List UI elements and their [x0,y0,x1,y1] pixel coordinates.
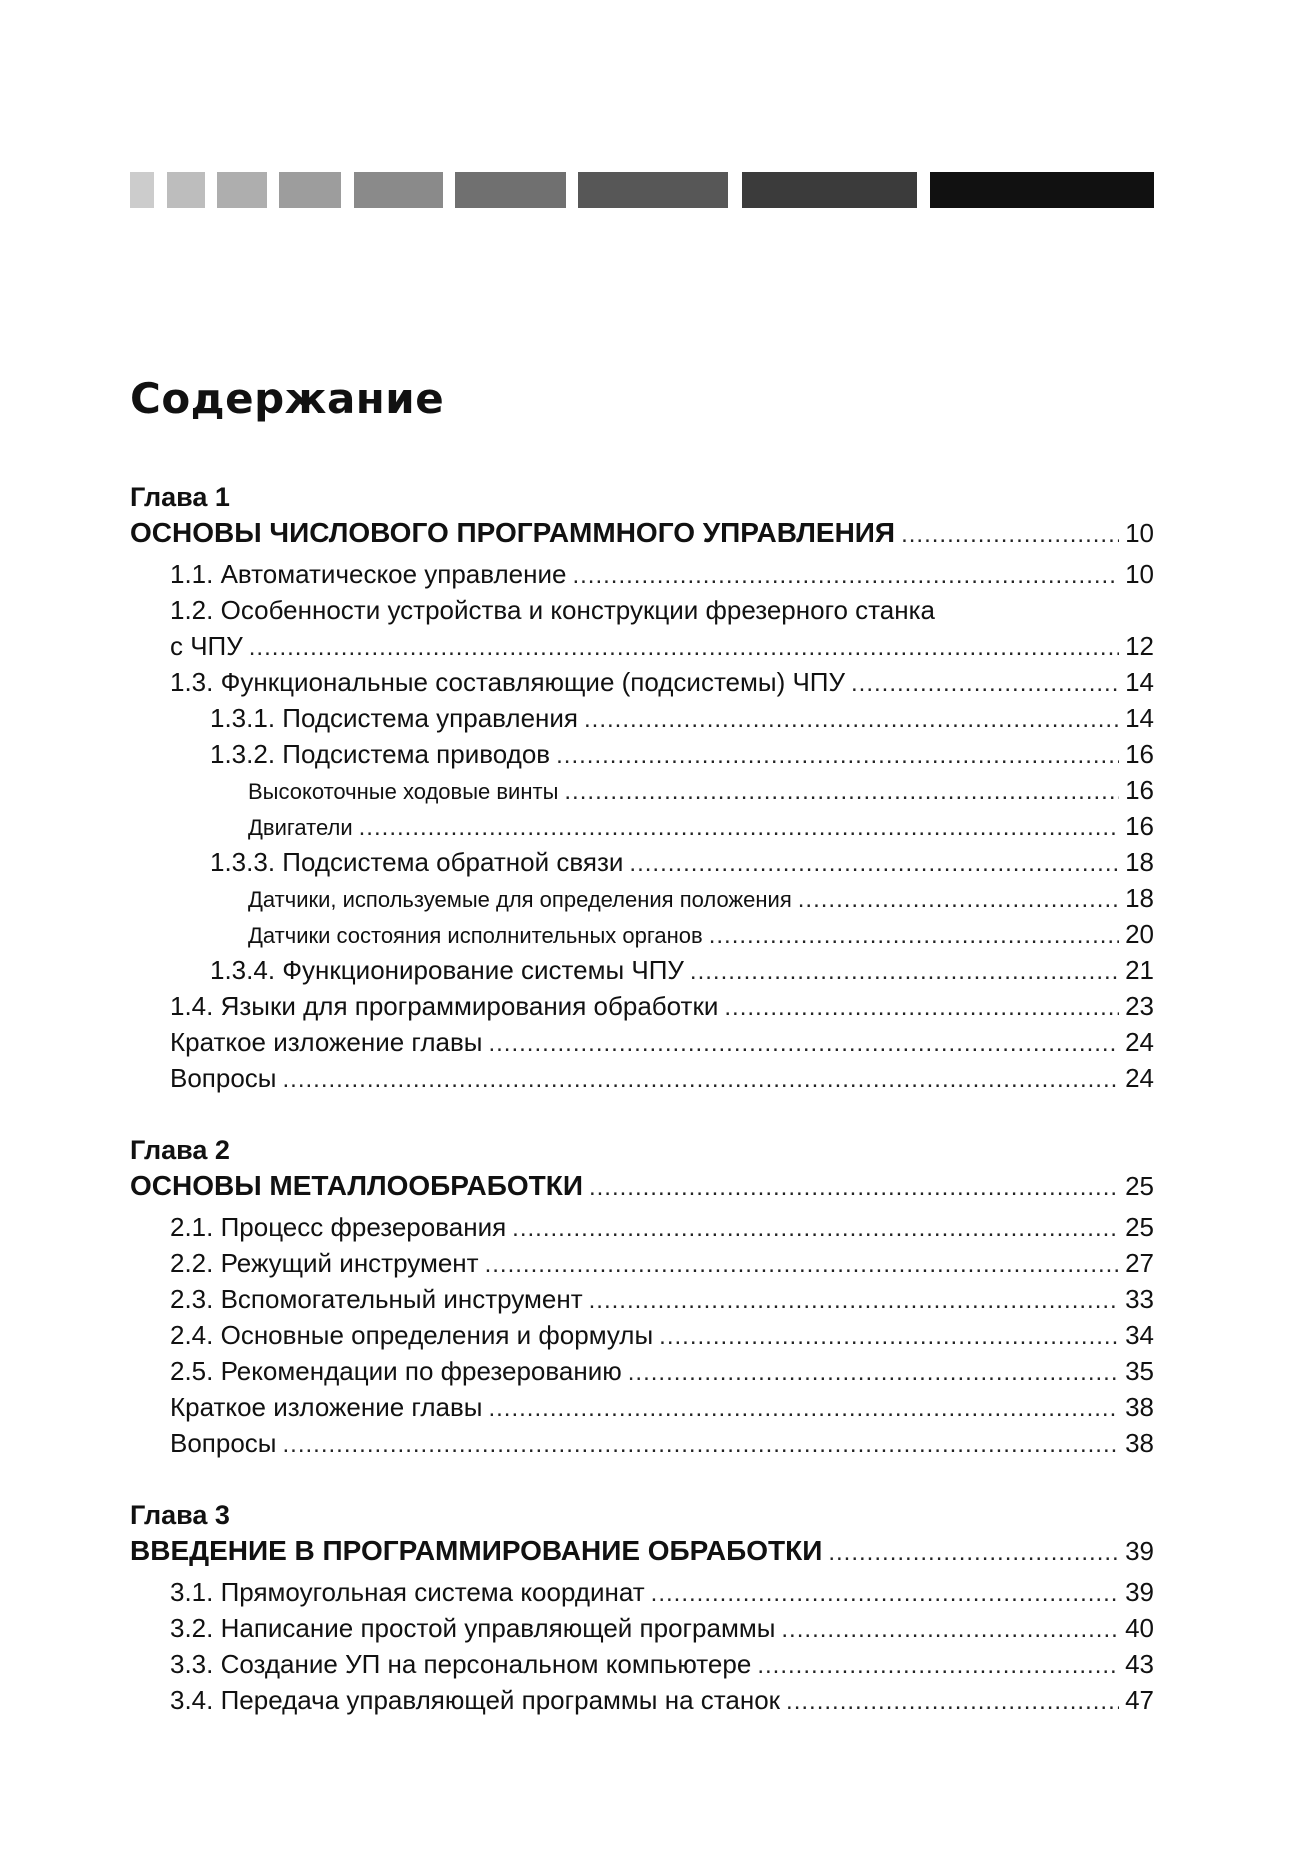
entry-text: 3.3. Создание УП на персональном компьютере [170,1649,752,1679]
page-number: 34 [1125,1320,1154,1350]
entry-text: 2.3. Вспомогательный инструмент [170,1284,583,1314]
entry-text: 1.3.3. Подсистема обратной связи [210,847,624,877]
chapter-title-row[interactable] [130,1167,1154,1205]
toc-entry-2-1[interactable] [130,1209,1154,1245]
dot-leader [556,738,1119,774]
dot-leader [781,1612,1119,1648]
entry-text: Двигатели [248,815,353,840]
dot-leader [629,846,1119,882]
toc-entry-2-5[interactable] [130,1353,1154,1389]
dot-leader [572,558,1119,594]
chapter-label: Глава 3 [130,1500,230,1530]
dot-leader [690,954,1119,990]
toc-entry-1-3[interactable] [130,664,1154,700]
toc-entry-2-questions[interactable] [130,1425,1154,1461]
dot-leader [589,1283,1119,1319]
page-number: 38 [1125,1392,1154,1422]
toc-entry-1-summary[interactable] [130,1024,1154,1060]
bar-segment-2 [167,172,205,208]
dot-leader [283,1427,1120,1463]
page-number: 25 [1125,1171,1154,1201]
toc-entry-motors[interactable] [130,808,1154,844]
dot-leader [757,1648,1119,1684]
chapter-title: ОСНОВЫ ЧИСЛОВОГО ПРОГРАММНОГО УПРАВЛЕНИЯ [130,517,896,548]
page-title: Содержание [130,374,445,423]
toc-entry-2-2[interactable] [130,1245,1154,1281]
dot-leader [359,810,1119,846]
dot-leader [798,882,1119,918]
entry-text: Вопросы [170,1428,277,1458]
toc-entry-1-3-2[interactable] [130,736,1154,772]
page-number: 43 [1125,1649,1154,1679]
chapter-3 [130,1498,1154,1718]
dot-leader [786,1684,1119,1720]
entry-text-continuation: с ЧПУ [170,631,243,661]
chapter-2 [130,1133,1154,1461]
chapter-title-row[interactable] [130,514,1154,552]
chapter-title: ОСНОВЫ МЕТАЛЛООБРАБОТКИ [130,1170,583,1201]
page-number: 47 [1125,1685,1154,1715]
dot-leader [851,666,1119,702]
bar-segment-6 [455,172,566,208]
page-number: 10 [1125,518,1154,548]
page-number: 16 [1125,811,1154,841]
page-number: 16 [1125,739,1154,769]
dot-leader [488,1391,1119,1427]
entry-text: 2.2. Режущий инструмент [170,1248,479,1278]
toc-entry-3-1[interactable] [130,1574,1154,1610]
page-number: 33 [1125,1284,1154,1314]
toc-entry-1-2-continuation[interactable] [130,628,1154,664]
toc-entry-3-2[interactable] [130,1610,1154,1646]
dot-leader [485,1247,1120,1283]
entry-text: 1.2. Особенности устройства и конструкции фрезерного станка [170,595,936,625]
chapter-label: Глава 2 [130,1135,230,1165]
entry-text: Датчики, используемые для определения положения [248,887,792,912]
entry-text: Высокоточные ходовые винты [248,779,559,804]
bar-segment-4 [279,172,341,208]
entry-text: 3.4. Передача управляющей программы на станок [170,1685,781,1715]
entry-text: 1.3.1. Подсистема управления [210,703,578,733]
entry-text: Краткое изложение главы [170,1392,483,1422]
page-number: 39 [1125,1536,1154,1566]
toc-entry-state-sensors[interactable] [130,916,1154,952]
bar-segment-8 [742,172,917,208]
header-gradient-bar [130,172,1154,208]
dot-leader [564,774,1119,810]
toc-entry-lead-screws[interactable] [130,772,1154,808]
dot-leader [651,1576,1119,1612]
page-number: 24 [1125,1063,1154,1093]
toc-entry-1-3-4[interactable] [130,952,1154,988]
chapter-title: ВВЕДЕНИЕ В ПРОГРАММИРОВАНИЕ ОБРАБОТКИ [130,1535,823,1566]
entry-text: 2.1. Процесс фрезерования [170,1212,507,1242]
page-number: 12 [1125,631,1154,661]
dot-leader [589,1169,1119,1207]
dot-leader [488,1026,1119,1062]
page-number: 39 [1125,1577,1154,1607]
chapter-title-row[interactable] [130,1532,1154,1570]
entry-text: Вопросы [170,1063,277,1093]
toc-entry-3-3[interactable] [130,1646,1154,1682]
dot-leader [828,1534,1119,1572]
dot-leader [249,630,1119,666]
dot-leader [584,702,1119,738]
bar-segment-7 [578,172,728,208]
page-number: 16 [1125,775,1154,805]
entry-text: 2.5. Рекомендации по фрезерованию [170,1356,622,1386]
toc-entry-2-4[interactable] [130,1317,1154,1353]
page-number: 14 [1125,703,1154,733]
page-number: 18 [1125,883,1154,913]
toc-entry-1-1[interactable] [130,556,1154,592]
entry-text: Датчики состояния исполнительных органов [248,923,703,948]
table-of-contents [130,480,1154,1755]
entry-text: 2.4. Основные определения и формулы [170,1320,654,1350]
dot-leader [512,1211,1119,1247]
toc-entry-2-3[interactable] [130,1281,1154,1317]
dot-leader [628,1355,1119,1391]
bar-segment-1 [130,172,154,208]
page-number: 21 [1125,955,1154,985]
page-number: 24 [1125,1027,1154,1057]
dot-leader [709,918,1119,954]
dot-leader [724,990,1119,1026]
page-number: 35 [1125,1356,1154,1386]
entry-text: 3.1. Прямоугольная система координат [170,1577,645,1607]
page-number: 14 [1125,667,1154,697]
toc-entry-2-summary[interactable] [130,1389,1154,1425]
bar-segment-3 [217,172,267,208]
page-number: 40 [1125,1613,1154,1643]
dot-leader [283,1062,1120,1098]
entry-text: 1.3. Функциональные составляющие (подсистемы) ЧПУ [170,667,845,697]
page-number: 18 [1125,847,1154,877]
page-number: 10 [1125,559,1154,589]
dot-leader [901,516,1119,554]
toc-entry-1-2[interactable] [130,592,1154,628]
page-number: 25 [1125,1212,1154,1242]
toc-entry-1-questions[interactable] [130,1060,1154,1096]
toc-entry-1-3-1[interactable] [130,700,1154,736]
bar-segment-9 [930,172,1154,208]
chapter-label: Глава 1 [130,482,230,512]
page-number: 27 [1125,1248,1154,1278]
entry-text: 1.3.4. Функционирование системы ЧПУ [210,955,684,985]
page-number: 23 [1125,991,1154,1021]
toc-entry-position-sensors[interactable] [130,880,1154,916]
toc-entry-3-4[interactable] [130,1682,1154,1718]
entry-text: 1.1. Автоматическое управление [170,559,567,589]
entry-text: 3.2. Написание простой управляющей программы [170,1613,776,1643]
entry-text: Краткое изложение главы [170,1027,483,1057]
page-number: 38 [1125,1428,1154,1458]
dot-leader [659,1319,1119,1355]
entry-text: 1.4. Языки для программирования обработки [170,991,719,1021]
page-number: 20 [1125,919,1154,949]
toc-entry-1-3-3[interactable] [130,844,1154,880]
entry-text: 1.3.2. Подсистема приводов [210,739,551,769]
toc-entry-1-4[interactable] [130,988,1154,1024]
chapter-1 [130,480,1154,1096]
bar-segment-5 [354,172,443,208]
